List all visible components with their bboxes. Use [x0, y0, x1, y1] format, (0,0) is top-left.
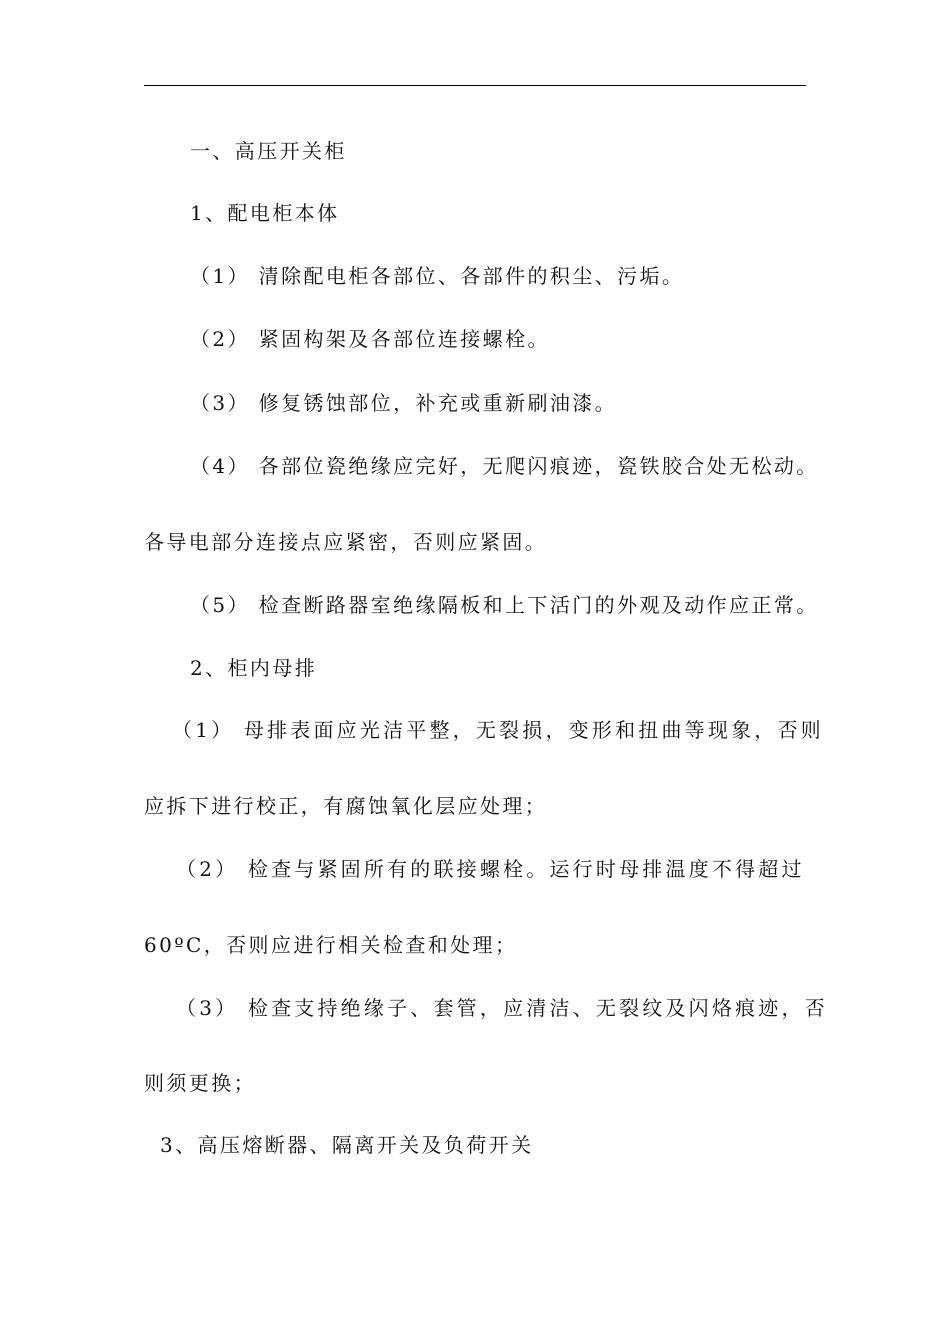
section-heading-high-voltage-switchgear: 一、高压开关柜 [190, 139, 347, 163]
header-rule [144, 85, 806, 86]
paragraph-item-2: （2） 紧固构架及各部位连接螺栓。 [190, 327, 550, 351]
paragraph-item-1: （1） 清除配电柜各部位、各部件的积尘、污垢。 [190, 264, 685, 288]
busbar-item-3-continued: 则须更换； [144, 1071, 256, 1095]
paragraph-item-5: （5） 检查断路器室绝缘隔板和上下活门的外观及动作应正常。 [190, 593, 819, 617]
paragraph-item-4-continued: 各导电部分连接点应紧密，否则应紧固。 [144, 530, 548, 554]
subsection-heading-busbar: 2、柜内母排 [190, 656, 318, 680]
subsection-heading-cabinet-body: 1、配电柜本体 [190, 201, 340, 225]
busbar-item-1-continued: 应拆下进行校正，有腐蚀氧化层应处理； [144, 794, 548, 818]
paragraph-item-3: （3） 修复锈蚀部位，补充或重新刷油漆。 [190, 391, 618, 415]
paragraph-item-4: （4） 各部位瓷绝缘应完好，无爬闪痕迹，瓷铁胶合处无松动。 [190, 454, 819, 478]
busbar-item-1: （1） 母排表面应光洁平整，无裂损，变形和扭曲等现象，否则 [172, 718, 824, 742]
subsection-heading-fuses-switches: 3、高压熔断器、隔离开关及负荷开关 [160, 1133, 534, 1157]
busbar-item-2-continued: 60ºC，否则应进行相关检查和处理； [144, 933, 518, 957]
busbar-item-2: （2） 检查与紧固所有的联接螺栓。运行时母排温度不得超过 [176, 857, 805, 881]
busbar-item-3: （3） 检查支持绝缘子、套管，应清洁、无裂纹及闪烙痕迹，否 [176, 996, 828, 1020]
